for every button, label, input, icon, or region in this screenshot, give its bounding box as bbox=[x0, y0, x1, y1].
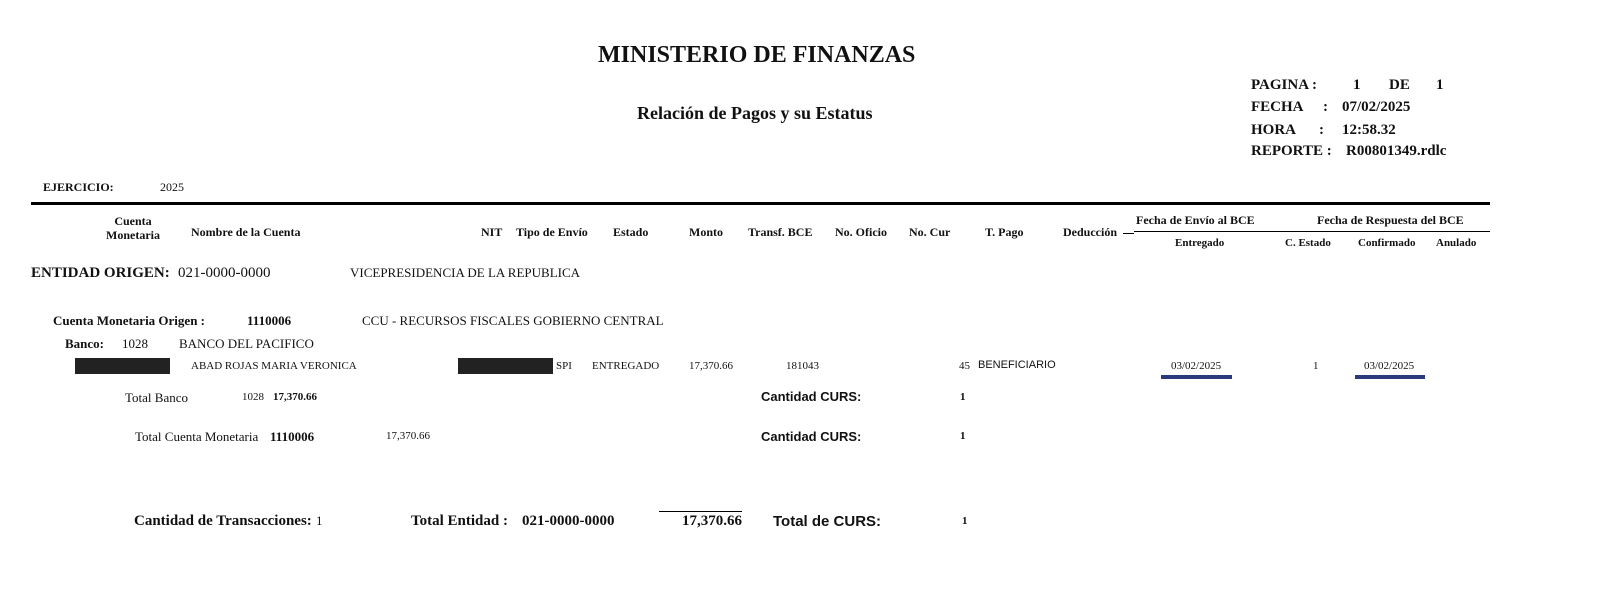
reporte-label: REPORTE : bbox=[1251, 143, 1332, 159]
confirmado-underline bbox=[1355, 375, 1425, 379]
cuenta-origen-code: 1110006 bbox=[247, 313, 292, 328]
total-banco-curs-value: 1 bbox=[960, 391, 966, 403]
pagina-value: 1 bbox=[1353, 77, 1361, 93]
ejercicio-value: 2025 bbox=[160, 180, 184, 194]
row-confirmado: 03/02/2025 bbox=[1364, 360, 1415, 372]
banco-code: 1028 bbox=[122, 336, 148, 351]
col-cuenta-line2: Monetaria bbox=[106, 228, 160, 242]
row-transf-bce: 181043 bbox=[786, 360, 819, 372]
redacted-cuenta bbox=[75, 358, 170, 374]
total-amount-overline bbox=[659, 511, 742, 512]
fecha-label: FECHA bbox=[1251, 99, 1304, 115]
col-no-cur: No. Cur bbox=[909, 225, 951, 239]
total-banco-label: Total Banco bbox=[125, 390, 188, 405]
total-curs-value: 1 bbox=[962, 515, 968, 527]
fecha-value: 07/02/2025 bbox=[1342, 99, 1411, 115]
entidad-name: VICEPRESIDENCIA DE LA REPUBLICA bbox=[350, 265, 581, 280]
entidad-code: 021-0000-0000 bbox=[178, 265, 271, 281]
report-subtitle: Relación de Pagos y su Estatus bbox=[637, 103, 873, 123]
total-entidad-label: Total Entidad : bbox=[411, 513, 508, 529]
col-nit: NIT bbox=[481, 225, 503, 239]
col-fecha-envio-group: Fecha de Envío al BCE bbox=[1136, 213, 1255, 227]
col-transf-bce: Transf. BCE bbox=[748, 225, 813, 239]
header-divider bbox=[31, 202, 1490, 205]
entidad-label: ENTIDAD ORIGEN: bbox=[31, 265, 170, 281]
banco-label: Banco: bbox=[65, 336, 104, 351]
banco-name: BANCO DEL PACIFICO bbox=[179, 336, 314, 351]
total-cuenta-code: 1110006 bbox=[270, 429, 315, 444]
ejercicio-label: EJERCICIO: bbox=[43, 180, 114, 194]
transacciones-label: Cantidad de Transacciones: bbox=[134, 513, 312, 529]
fecha-colon: : bbox=[1323, 99, 1328, 115]
col-cuenta-line1: Cuenta bbox=[114, 214, 152, 228]
col-monto: Monto bbox=[689, 225, 723, 239]
row-t-pago: BENEFICIARIO bbox=[978, 359, 1056, 371]
report-title: MINISTERIO DE FINANZAS bbox=[598, 42, 916, 68]
total-banco-code: 1028 bbox=[242, 391, 264, 403]
col-entregado: Entregado bbox=[1175, 237, 1225, 249]
total-amount: 17,370.66 bbox=[682, 513, 742, 529]
col-t-pago: T. Pago bbox=[985, 225, 1024, 239]
total-banco-amount: 17,370.66 bbox=[273, 391, 317, 403]
col-deduccion: Deducción bbox=[1063, 225, 1117, 239]
col-no-oficio: No. Oficio bbox=[835, 225, 887, 239]
row-tipo-envio: SPI bbox=[556, 360, 572, 372]
pagina-label: PAGINA : bbox=[1251, 77, 1317, 93]
de-label: DE bbox=[1389, 77, 1410, 93]
hora-value: 12:58.32 bbox=[1342, 122, 1396, 138]
redacted-nit bbox=[458, 358, 553, 374]
row-monto: 17,370.66 bbox=[689, 360, 733, 372]
hora-colon: : bbox=[1319, 122, 1324, 138]
total-curs-label: Total de CURS: bbox=[773, 513, 882, 530]
total-cuenta-curs-label: Cantidad CURS: bbox=[761, 429, 862, 444]
de-value: 1 bbox=[1436, 77, 1444, 93]
reporte-value: R00801349.rdlc bbox=[1346, 143, 1447, 159]
group-header-rule bbox=[1134, 231, 1490, 232]
row-nombre: ABAD ROJAS MARIA VERONICA bbox=[191, 360, 357, 372]
hora-label: HORA bbox=[1251, 122, 1296, 138]
entregado-underline bbox=[1161, 375, 1232, 379]
col-confirmado: Confirmado bbox=[1358, 237, 1416, 249]
col-nombre: Nombre de la Cuenta bbox=[191, 225, 301, 239]
col-estado: Estado bbox=[613, 225, 649, 239]
transacciones-value: 1 bbox=[316, 513, 323, 528]
row-estado: ENTREGADO bbox=[592, 360, 660, 372]
row-c-estado: 1 bbox=[1313, 360, 1319, 372]
row-entregado: 03/02/2025 bbox=[1171, 360, 1222, 372]
col-anulado: Anulado bbox=[1436, 237, 1477, 249]
deduccion-leader bbox=[1123, 233, 1134, 234]
total-entidad-code: 021-0000-0000 bbox=[522, 513, 615, 529]
col-tipo-envio: Tipo de Envío bbox=[516, 225, 588, 239]
total-banco-curs-label: Cantidad CURS: bbox=[761, 389, 862, 404]
total-cuenta-label: Total Cuenta Monetaria bbox=[135, 429, 259, 444]
row-no-cur: 45 bbox=[959, 360, 970, 372]
col-c-estado: C. Estado bbox=[1285, 237, 1331, 249]
cuenta-origen-name: CCU - RECURSOS FISCALES GOBIERNO CENTRAL bbox=[362, 313, 664, 328]
total-cuenta-curs-value: 1 bbox=[960, 430, 966, 442]
col-fecha-respuesta-group: Fecha de Respuesta del BCE bbox=[1317, 213, 1464, 227]
total-cuenta-amount: 17,370.66 bbox=[386, 430, 430, 442]
cuenta-origen-label: Cuenta Monetaria Origen : bbox=[53, 313, 206, 328]
